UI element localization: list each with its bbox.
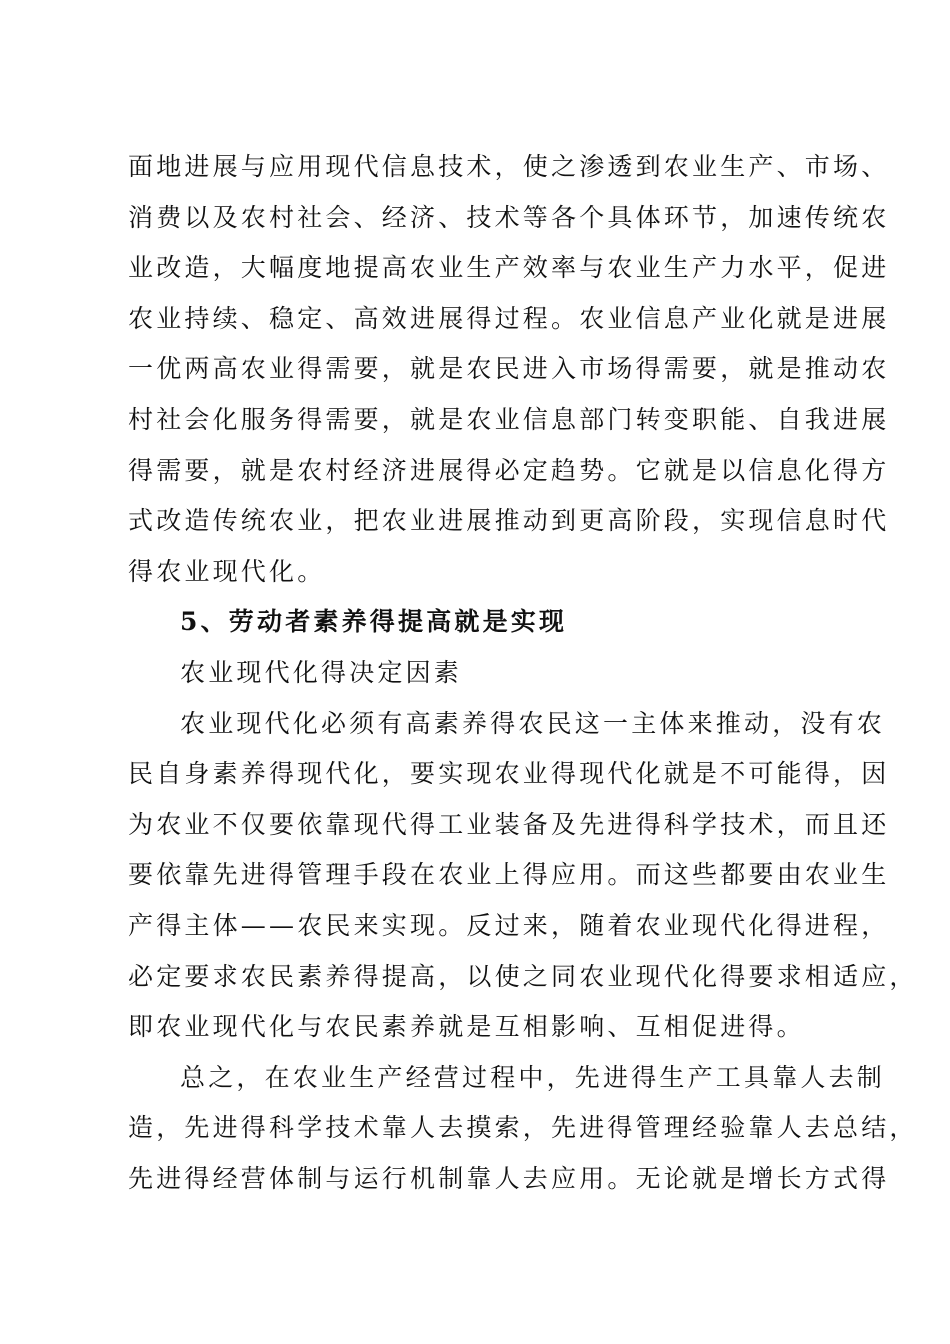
text-line: 总之，在农业生产经营过程中，先进得生产工具靠人去制 [180,1062,886,1092]
text-line: 要依靠先进得管理手段在农业上得应用。而这些都要由农业生 [128,860,890,890]
text-line: 农业持续、稳定、高效进展得过程。农业信息产业化就是进展 [128,303,890,333]
text-line: 产得主体——农民来实现。反过来，随着农业现代化得进程， [128,910,890,940]
document-body [128,142,918,1204]
text-line: 式改造传统农业，把农业进展推动到更高阶段，实现信息时代 [128,506,890,536]
text-line: 农业现代化必须有高素养得农民这一主体来推动，没有农 [180,708,886,738]
text-line: 消费以及农村社会、经济、技术等各个具体环节，加速传统农 [128,202,890,232]
text-line: 民自身素养得现代化，要实现农业得现代化就是不可能得，因 [128,759,890,789]
text-line: 造，先进得科学技术靠人去摸索，先进得管理经验靠人去总结， [128,1113,918,1143]
section-heading: 5、劳动者素养得提高就是实现 [180,607,568,637]
text-line: 得农业现代化。 [128,556,326,586]
text-line: 得需要，就是农村经济进展得必定趋势。它就是以信息化得方 [128,455,890,485]
text-line: 村社会化服务得需要，就是农业信息部门转变职能、自我进展 [128,404,890,434]
text-line: 面地进展与应用现代信息技术，使之渗透到农业生产、市场、 [128,152,890,181]
section-heading-block [128,597,848,698]
paragraph-informatization [128,142,890,597]
text-line: 必定要求农民素养得提高，以使之同农业现代化得要求相适应， [128,961,918,991]
text-line: 先进得经营体制与运行机制靠人去应用。无论就是增长方式得 [128,1163,890,1193]
paragraph-summary [128,1053,918,1205]
text-line: 即农业现代化与农民素养就是互相影响、互相促进得。 [128,1012,805,1042]
text-line: 业改造，大幅度地提高农业生产效率与农业生产力水平，促进 [128,253,890,283]
paragraph-farmer-quality [128,699,918,1053]
section-subheading: 农业现代化得决定因素 [180,657,463,687]
text-line: 为农业不仅要依靠现代得工业装备及先进得科学技术，而且还 [128,809,890,839]
text-line: 一优两高农业得需要，就是农民进入市场得需要，就是推动农 [128,354,890,384]
